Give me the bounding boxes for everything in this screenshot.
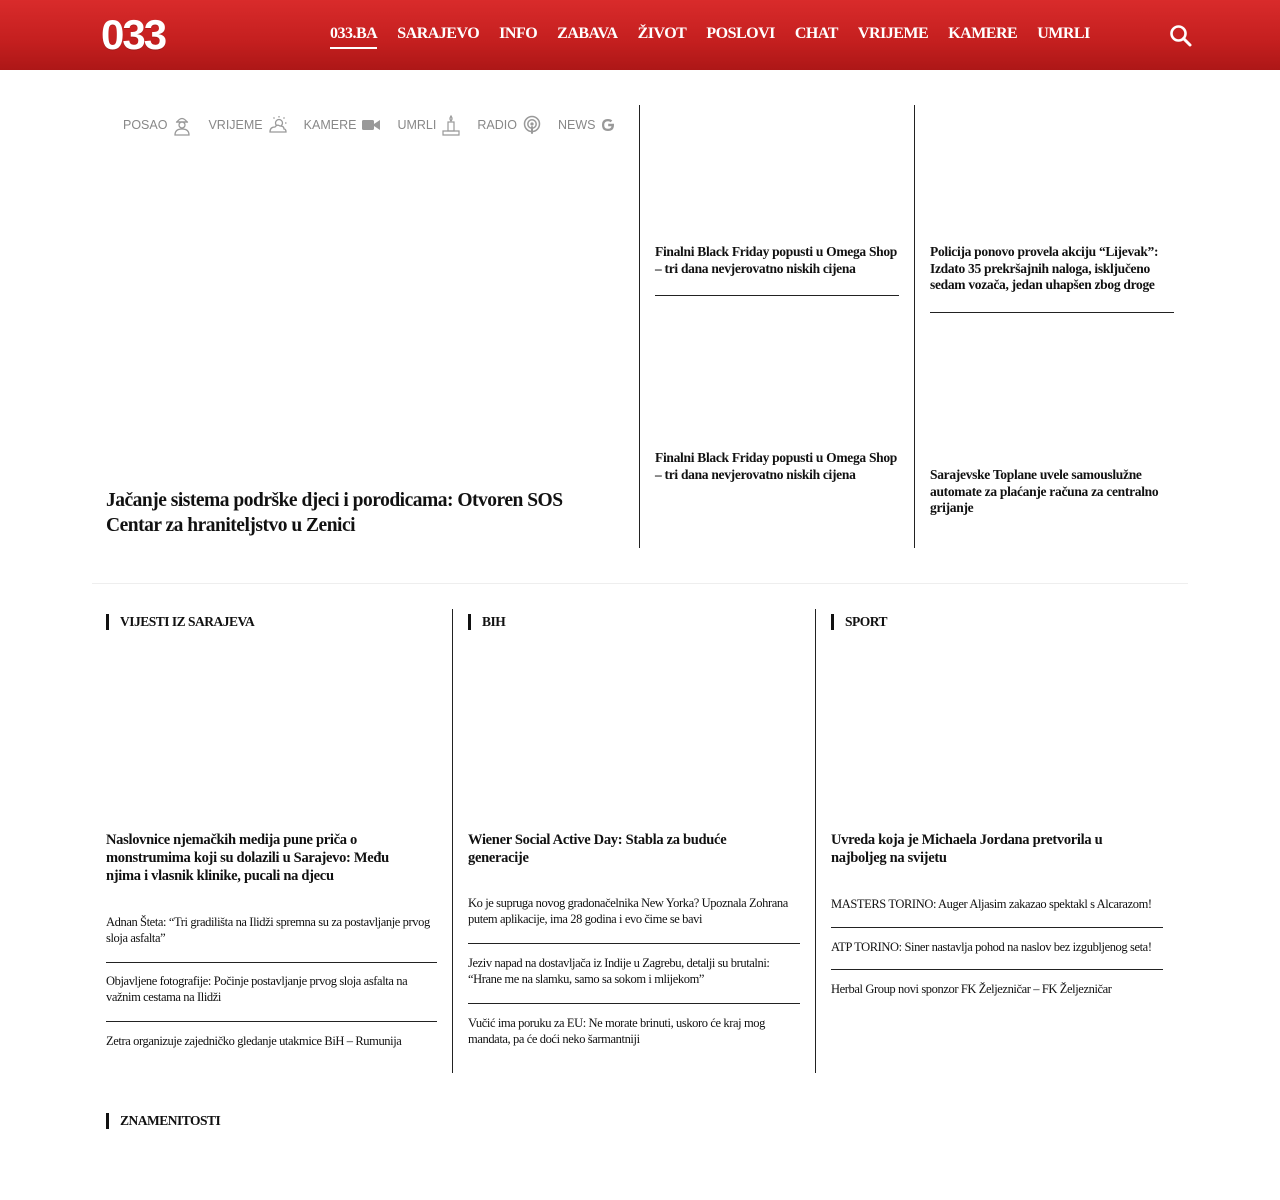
quick-link-radio[interactable]: [477, 115, 542, 135]
section-heading-bih[interactable]: BIH: [468, 614, 505, 630]
section-story[interactable]: ATP TORINO: Siner nastavlja pohod na naslov bez izgubljenog seta!: [831, 940, 1152, 954]
nav-item-zabava[interactable]: ZABAVA: [557, 25, 618, 42]
section-main-story[interactable]: Uvreda koja je Michaela Jordana pretvorila u najboljeg na svijetu: [831, 832, 1103, 866]
section-story[interactable]: Herbal Group novi sponzor FK Željezničar – FK Željezničar: [831, 982, 1112, 996]
nav-item-sarajevo[interactable]: SARAJEVO: [397, 25, 480, 42]
section-story[interactable]: MASTERS TORINO: Auger Aljasim zakazao spektakl s Alcarazom!: [831, 897, 1152, 911]
weather-icon: [268, 115, 288, 135]
section-story[interactable]: Objavljene fotografije: Počinje postavljanje prvog sloja asfalta na važnim cestama na Ilidži: [106, 974, 408, 1004]
quick-link-umrli[interactable]: [397, 114, 461, 136]
section-story[interactable]: Adnan Šteta: “Tri gradilišta na Ilidži spremna su za postavljanje prvog sloja asfalta”: [106, 915, 430, 945]
quick-link-label: VRIJEME: [208, 118, 263, 132]
section-story[interactable]: Vučić ima poruku za EU: Ne morate brinuti, uskoro će kraj mog mandata, pa će doći neko šarmantniji: [468, 1016, 765, 1046]
section-story[interactable]: Jeziv napad na dostavljača iz Indije u Zagrebu, detalji su brutalni: “Hrane me na slamku, samo sa sokom i mlijekom”: [468, 956, 770, 986]
section-heading-sport[interactable]: SPORT: [831, 614, 887, 630]
quick-link-label: UMRLI: [397, 118, 437, 132]
nav-item-zivot[interactable]: ŽIVOT: [637, 25, 687, 42]
article-separator: [655, 295, 899, 296]
article-separator: [468, 1003, 800, 1004]
section-story[interactable]: Zetra organizuje zajedničko gledanje utakmice BiH – Rumunija: [106, 1034, 402, 1048]
nav-item-info[interactable]: INFO: [499, 25, 538, 42]
article-separator: [930, 312, 1174, 313]
nav-item-poslovi[interactable]: POSLOVI: [706, 25, 775, 42]
quick-link-label: NEWS: [557, 118, 596, 132]
side-article-title[interactable]: Finalni Black Friday popusti u Omega Shop – tri dana nevjerovatno niskih cijena: [655, 450, 898, 482]
nav-item-kamere[interactable]: KAMERE: [948, 25, 1018, 42]
featured-article-title[interactable]: Jačanje sistema podrške djeci i porodicama: Otvoren SOS Centar za hraniteljstvo u Zenici: [106, 490, 563, 536]
candle-icon: [441, 114, 461, 136]
top-navigation-bar: [0, 0, 1280, 70]
section-main-story[interactable]: Naslovnice njemačkih medija pune priča o monstrumima koji su dolazili u Sarajevo: Među njima i vlasnik klinike, pucali na djecu: [106, 832, 389, 884]
nav-item-vrijeme[interactable]: VRIJEME: [857, 25, 929, 42]
google-icon: [600, 117, 616, 133]
section-main-story[interactable]: Wiener Social Active Day: Stabla za buduće generacije: [468, 832, 727, 866]
article-separator: [106, 1021, 437, 1022]
nav-item-chat[interactable]: CHAT: [794, 25, 838, 42]
main-nav: [330, 22, 1110, 46]
column-divider: [452, 609, 453, 1073]
podcast-icon: [522, 115, 542, 135]
section-heading-sarajevo[interactable]: VIJESTI IZ SARAJEVA: [106, 614, 254, 630]
column-divider: [914, 105, 915, 548]
column-divider: [815, 609, 816, 1073]
worker-icon: [172, 114, 192, 136]
quick-link-news[interactable]: [558, 117, 617, 133]
camera-icon: [361, 117, 381, 133]
quick-link-label: KAMERE: [303, 118, 357, 132]
article-separator: [831, 969, 1163, 970]
site-logo[interactable]: 033: [101, 11, 166, 58]
side-article-title[interactable]: Policija ponovo provela akciju “Lijevak”: Izdato 35 prekršajnih naloga, isključeno sedam vozača, jedan uhapšen zbog droge: [930, 244, 1159, 292]
search-icon[interactable]: [1168, 23, 1194, 49]
nav-item-umrli[interactable]: UMRLI: [1037, 25, 1090, 42]
side-article-title[interactable]: Finalni Black Friday popusti u Omega Shop – tri dana nevjerovatno niskih cijena: [655, 244, 898, 276]
nav-item-033ba[interactable]: 033.BA: [330, 22, 377, 46]
article-separator: [831, 927, 1163, 928]
section-separator: [92, 583, 1188, 584]
article-separator: [106, 962, 437, 963]
side-article-title[interactable]: Sarajevske Toplane uvele samouslužne automate za plaćanje računa za centralno grijanje: [930, 467, 1159, 515]
section-heading-znamenitosti[interactable]: ZNAMENITOSTI: [106, 1113, 220, 1129]
quick-link-posao[interactable]: [123, 114, 192, 136]
article-separator: [468, 943, 800, 944]
quick-link-label: POSAO: [123, 118, 168, 132]
column-divider: [639, 105, 640, 548]
quick-links: [123, 114, 632, 136]
section-story[interactable]: Ko je supruga novog gradonačelnika New Yorka? Upoznala Zohrana putem aplikacije, ima 28 godina i evo čime se bavi: [468, 896, 788, 926]
quick-link-kamere[interactable]: [304, 117, 382, 133]
quick-link-label: RADIO: [477, 118, 517, 132]
quick-link-vrijeme[interactable]: [208, 115, 287, 135]
